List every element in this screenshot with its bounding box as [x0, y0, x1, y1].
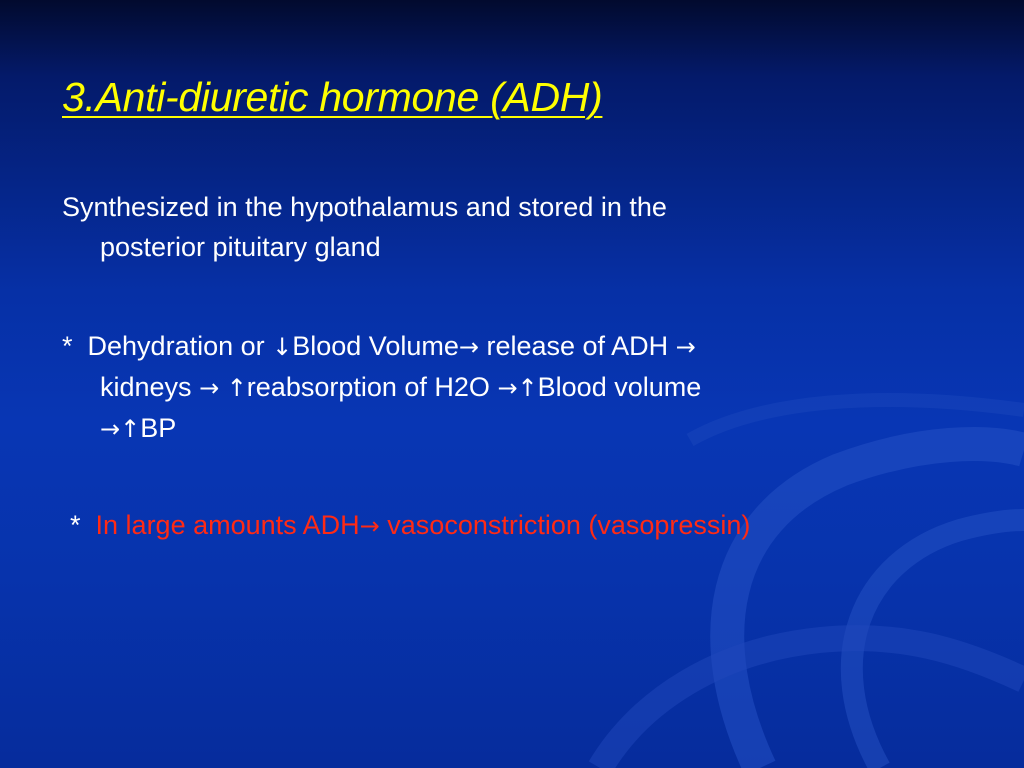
text-dehydration-or: Dehydration or [87, 331, 273, 361]
arrow-right-icon: → [359, 512, 380, 540]
arrow-right-icon: → [458, 333, 479, 361]
arrow-right-icon: → [199, 374, 220, 402]
text-blood-volume: Blood Volume [292, 331, 459, 361]
arrow-right-icon: → [675, 333, 696, 361]
text-blood-volume-2: Blood volume [537, 372, 702, 402]
text-kidneys: kidneys [100, 372, 200, 402]
arrow-up-icon: ↑ [517, 374, 538, 402]
vasoconstriction-paragraph [70, 505, 970, 546]
text-release-of-adh: release of ADH [478, 331, 676, 361]
text-bp: BP [140, 413, 177, 443]
text-vasoconstriction: vasoconstriction (vasopressin) [379, 510, 751, 540]
arrow-up-icon: ↑ [120, 415, 141, 443]
synthesis-paragraph [62, 187, 962, 267]
bullet-asterisk: * [70, 510, 81, 540]
arrow-right-icon: → [497, 374, 518, 402]
arrow-up-icon: ↑ [226, 374, 247, 402]
dehydration-line-3 [62, 408, 962, 449]
slide-title: 3.Anti-diuretic hormone (ADH) [62, 74, 603, 120]
arrow-right-icon: → [100, 415, 121, 443]
synthesis-line-2: posterior pituitary gland [100, 232, 381, 262]
dehydration-paragraph [62, 326, 962, 449]
synthesis-line-1: Synthesized in the hypothalamus and stored in the [62, 192, 667, 222]
text-reabsorption: reabsorption of H2O [246, 372, 498, 402]
dehydration-line-2 [62, 367, 962, 408]
text-in-large-amounts-adh: In large amounts ADH [95, 510, 360, 540]
bullet-asterisk: * [62, 331, 73, 361]
arrow-down-icon: ↓ [272, 333, 293, 361]
